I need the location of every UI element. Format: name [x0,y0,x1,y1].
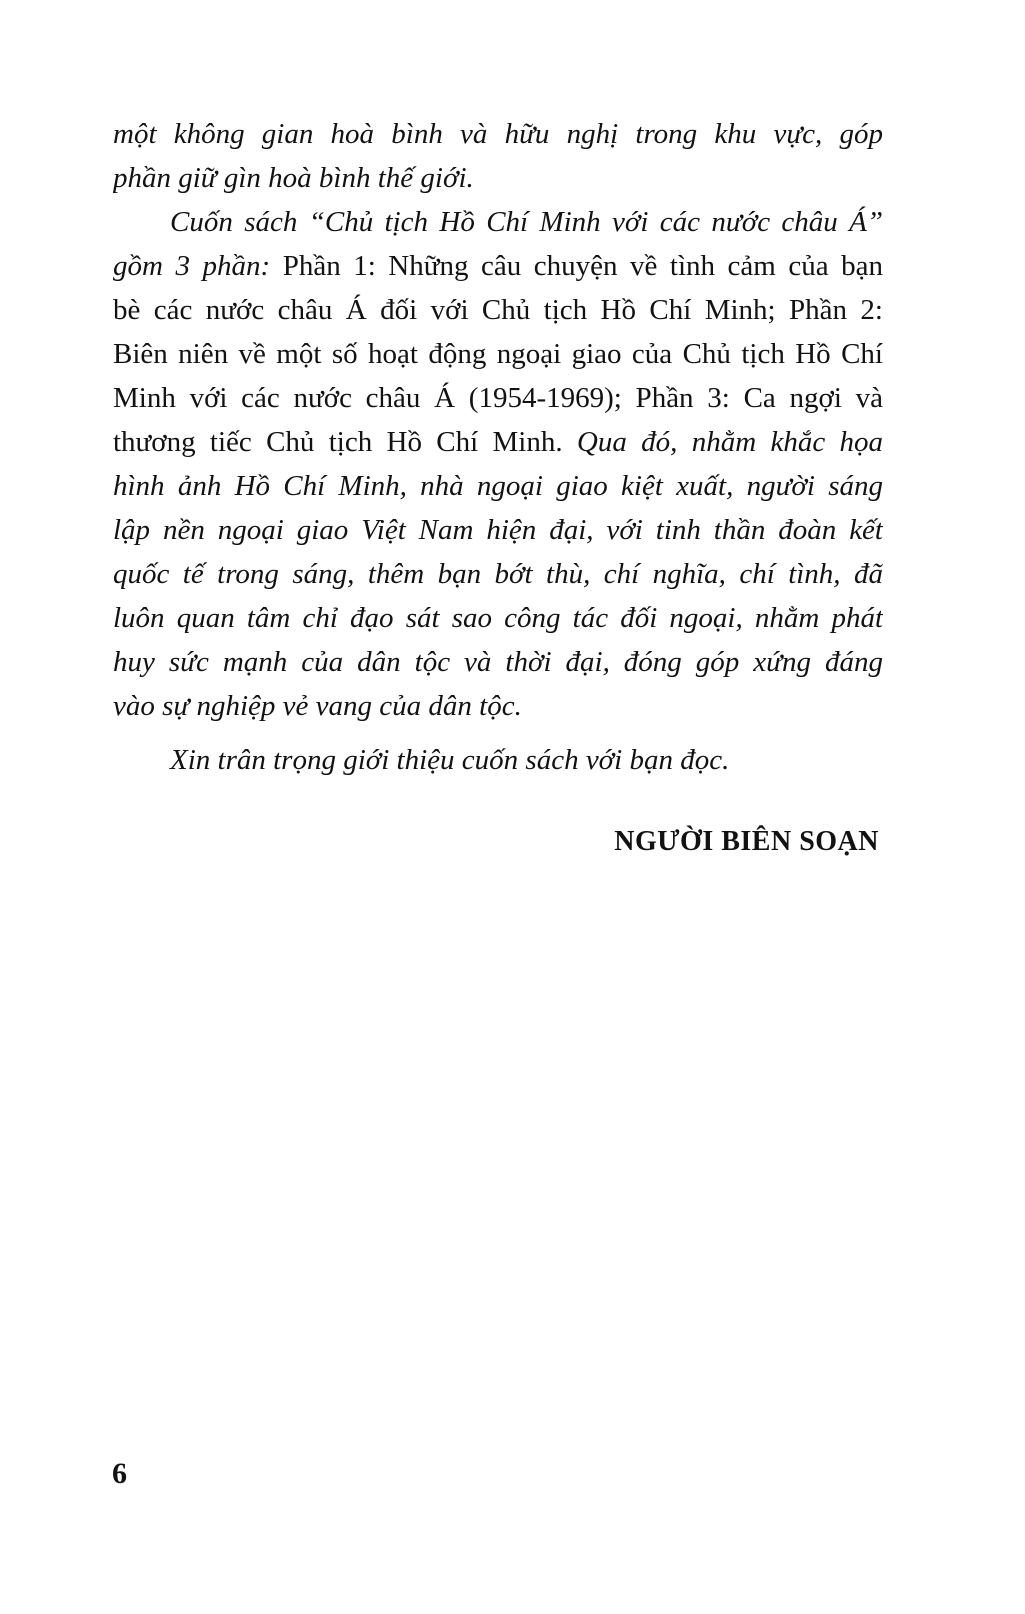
para2-line2 [113,244,883,288]
italic-segment: Qua đó, nhằm khắc họa [576,426,883,458]
para2-line12: vào sự nghiệp vẻ vang của dân tộc. [113,690,522,722]
body-text [113,112,883,782]
para1-line1: một không gian hoà bình và hữu nghị trong khu vực, góp [113,118,883,150]
roman-segment: thương tiếc Chủ tịch Hồ Chí Minh. [113,426,563,458]
para2-line5: Minh với các nước châu Á (1954-1969); Phần 3: Ca ngợi và [113,382,883,414]
para2-line1: Cuốn sách “Chủ tịch Hồ Chí Minh với các nước châu Á” [170,206,883,238]
para2-line8: lập nền ngoại giao Việt Nam hiện đại, với tinh thần đoàn kết [113,514,883,546]
para2-line10: luôn quan tâm chỉ đạo sát sao công tác đối ngoại, nhằm phát [113,602,883,634]
para2-line4: Biên niên về một số hoạt động ngoại giao của Chủ tịch Hồ Chí [113,338,883,370]
editor-signature: NGƯỜI BIÊN SOẠN [614,826,879,857]
para3-line1: Xin trân trọng giới thiệu cuốn sách với bạn đọc. [170,744,730,776]
para2-line7: hình ảnh Hồ Chí Minh, nhà ngoại giao kiệt xuất, người sáng [113,470,883,502]
page-number: 6 [112,1457,127,1490]
para2-line3: bè các nước châu Á đối với Chủ tịch Hồ Chí Minh; Phần 2: [113,294,883,326]
italic-segment: gồm 3 phần: [113,250,271,282]
para2-line11: huy sức mạnh của dân tộc và thời đại, đóng góp xứng đáng [113,646,883,678]
roman-segment: Phần 1: Những câu chuyện về tình cảm của bạn [282,250,883,282]
para2-line6 [113,420,883,464]
para2-line9: quốc tế trong sáng, thêm bạn bớt thù, chí nghĩa, chí tình, đã [113,558,883,590]
para1-line2: phần giữ gìn hoà bình thế giới. [113,162,474,194]
